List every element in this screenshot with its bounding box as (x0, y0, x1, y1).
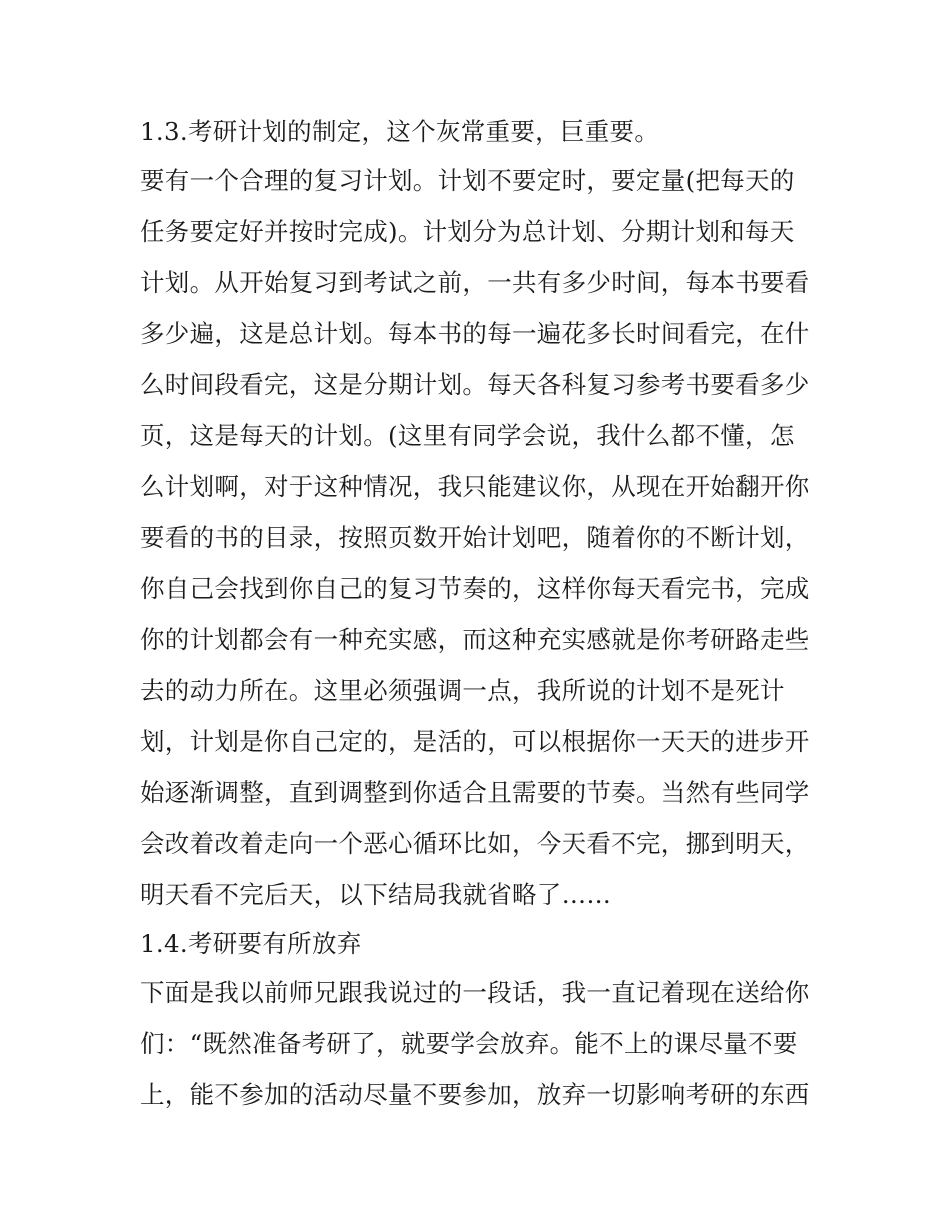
paragraph-line: 么时间段看完，这是分期计划。每天各科复习参考书要看多少 (140, 370, 810, 399)
section-1-3-paragraph (140, 155, 830, 920)
paragraph-line: 么计划啊，对于这种情况，我只能建议你，从现在开始翻开你 (140, 472, 810, 501)
paragraph-line: 下面是我以前师兄跟我说过的一段话，我一直记着现在送给你 (140, 978, 810, 1007)
paragraph-line: 明天看不完后天，以下结局我就省略了…… (140, 880, 612, 909)
paragraph-line: 们：“既然准备考研了，就要学会放弃。能不上的课尽量不要 (140, 1029, 798, 1058)
paragraph-line: 上，能不参加的活动尽量不要参加，放弃一切影响考研的东西 (140, 1080, 810, 1109)
paragraph-line: 你的计划都会有一种充实感，而这种充实感就是你考研路走些 (140, 625, 810, 654)
paragraph-line: 要看的书的目录，按照页数开始计划吧，随着你的不断计划， (140, 523, 810, 552)
paragraph-line: 你自己会找到你自己的复习节奏的，这样你每天看完书，完成 (140, 574, 810, 603)
section-heading-1-3: 1.3.考研计划的制定，这个灰常重要，巨重要。 (140, 117, 660, 146)
paragraph-line: 要有一个合理的复习计划。计划不要定时，要定量(把每天的 (140, 166, 795, 195)
section-heading-1-4: 1.4.考研要有所放弃 (140, 929, 362, 958)
paragraph-line: 始逐渐调整，直到调整到你适合且需要的节奏。当然有些同学 (140, 778, 810, 807)
paragraph-line: 去的动力所在。这里必须强调一点，我所说的计划不是死计 (140, 676, 785, 705)
section-1-4-paragraph (140, 967, 830, 1120)
paragraph-line: 计划。从开始复习到考试之前，一共有多少时间，每本书要看 (140, 268, 810, 297)
paragraph-line: 多少遍，这是总计划。每本书的每一遍花多长时间看完，在什 (140, 319, 810, 348)
paragraph-line: 会改着改着走向一个恶心循环比如，今天看不完，挪到明天， (140, 829, 810, 858)
paragraph-line: 任务要定好并按时完成)。计划分为总计划、分期计划和每天 (140, 217, 795, 246)
paragraph-line: 划，计划是你自己定的，是活的，可以根据你一天天的进步开 (140, 727, 810, 756)
document-body (140, 108, 830, 1120)
paragraph-line: 页，这是每天的计划。(这里有同学会说，我什么都不懂，怎 (140, 421, 795, 450)
